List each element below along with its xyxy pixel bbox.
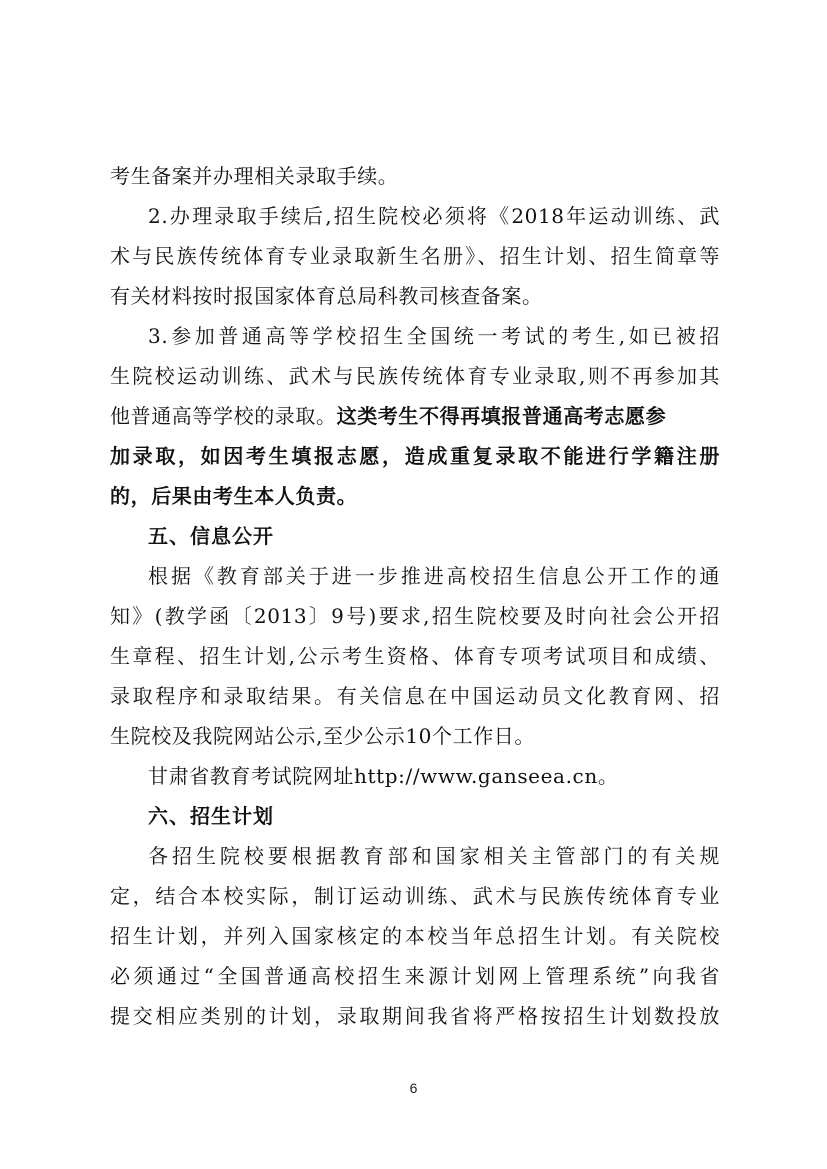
heading-text: 六、招生计划 [148,804,274,828]
paragraph-line [110,722,720,750]
text-span: 3.参加普通高等学校招生全国统一考试的考生,如已被招 [148,324,720,348]
text-span: 生章程、招生计划,公示考生资格、体育专项考试项目和成绩、 [110,644,720,668]
bold-text-span: 加录取，如因考生填报志愿，造成重复录取不能进行学籍注册 [110,444,720,468]
text-span: 各招生院校要根据教育部和国家相关主管部门的有关规 [148,844,720,868]
paragraph-line [110,242,720,270]
text-span: 根据《教育部关于进一步推进高校招生信息公开工作的通 [148,564,720,588]
paragraph-line [110,162,720,190]
text-span: 2.办理录取手续后,招生院校必须将《2018年运动训练、武 [148,204,720,228]
section-heading [148,522,720,550]
heading-text: 五、信息公开 [148,524,274,548]
bold-text-span: 的，后果由考生本人负责。 [110,484,358,508]
paragraph-line [110,282,720,310]
text-span: 必须通过“全国普通高校招生来源计划网上管理系统”向我省 [110,964,720,988]
paragraph-line [110,602,720,630]
paragraph-line [110,682,720,710]
paragraph-line [148,562,720,590]
paragraph-line [110,1002,720,1030]
paragraph-line [148,842,720,870]
page-number: 6 [409,1080,418,1096]
website-line [148,762,720,790]
paragraph-line [148,322,720,350]
text-span: 术与民族传统体育专业录取新生名册》、招生计划、招生简章等 [110,244,720,268]
paragraph-line [110,882,720,910]
text-span: 提交相应类别的计划，录取期间我省将严格按招生计划数投放 [110,1004,720,1028]
paragraph-line [110,402,720,430]
text-span: 他普通高等学校的录取。 [110,404,337,428]
bold-text-span: 这类考生不得再填报普通高考志愿参 [336,404,667,428]
paragraph-line [110,922,720,950]
paragraph-line [148,202,720,230]
text-span: 录取程序和录取结果。有关信息在中国运动员文化教育网、招 [110,684,720,708]
paragraph-line-bold [110,482,720,510]
text-span: 定，结合本校实际，制订运动训练、武术与民族传统体育专业 [110,884,720,908]
paragraph-line [110,642,720,670]
text-span: 考生备案并办理相关录取手续。 [110,164,399,188]
paragraph-line [110,362,720,390]
text-span: 生院校及我院网站公示,至少公示10个工作日。 [110,724,536,748]
text-span: 招生计划，并列入国家核定的本校当年总招生计划。有关院校 [110,924,720,948]
paragraph-line [110,962,720,990]
website-text: 甘肃省教育考试院网址http://www.ganseea.cn。 [148,764,619,788]
text-span: 知》(教学函〔2013〕9号)要求,招生院校要及时向社会公开招 [110,604,720,628]
text-span: 生院校运动训练、武术与民族传统体育专业录取,则不再参加其 [110,364,720,388]
section-heading [148,802,720,830]
text-span: 有关材料按时报国家体育总局科教司核查备案。 [110,284,543,308]
paragraph-line-bold [110,442,720,470]
